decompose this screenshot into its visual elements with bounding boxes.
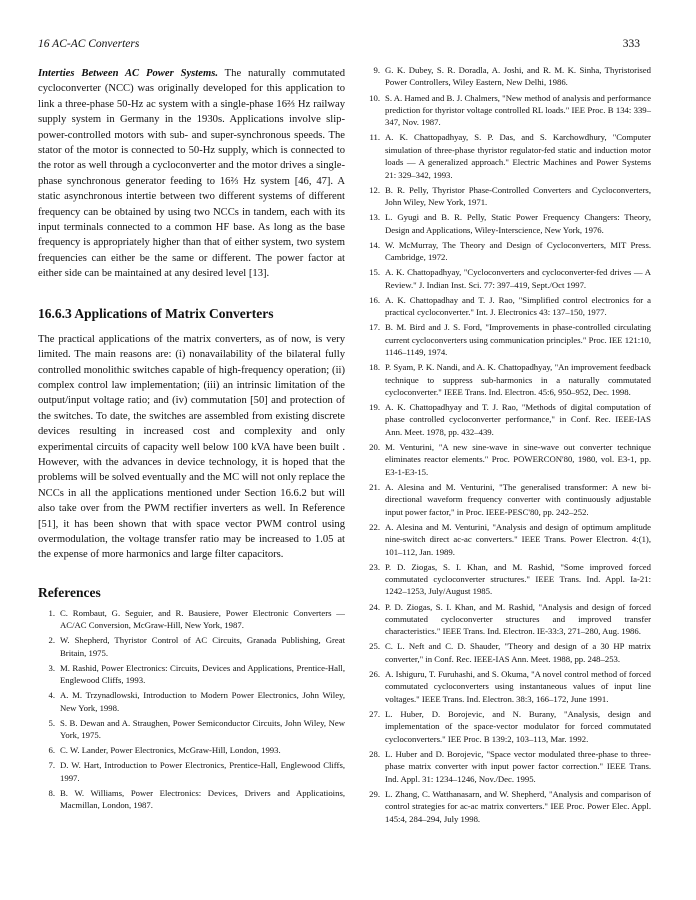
reference-text: A. Ishiguru, T. Furuhashi, and S. Okuma, "A novel control method of forced commutated cycloconverters using instantaneous values of input line voltages." IEEE Trans. Ind. Electron. 38:3, 166–172, June 1991. — [385, 668, 651, 704]
reference-item — [38, 787, 345, 812]
reference-item — [38, 634, 345, 659]
reference-number: 27. — [369, 708, 380, 719]
reference-text: A. K. Chattopadhyay, S. P. Das, and S. Karchowdhury, "Computer simulation of three-phase thyristor regulator-fed static and induction motor loads — A generalized approach." Electric Machines and Power Systems 21: 329–342, 1993. — [385, 132, 651, 180]
reference-item — [363, 401, 651, 438]
reference-item — [363, 211, 651, 236]
reference-item — [38, 759, 345, 784]
reference-text: L. Gyugi and B. R. Pelly, Static Power Frequency Changers: Theory, Design and Applications, Wiley-Interscience, New York, 1976. — [385, 212, 651, 235]
reference-item — [363, 92, 651, 129]
reference-text: W. Shepherd, Thyristor Control of AC Circuits, Granada Publishing, Great Britain, 1975. — [60, 635, 345, 658]
reference-item — [363, 321, 651, 358]
reference-number: 16. — [369, 294, 380, 305]
reference-number: 19. — [369, 402, 380, 413]
reference-text: P. D. Ziogas, S. I. Khan, and M. Rashid, "Analysis and design of forced commutated cycloconverter structures and improved transfer characteristics." IEEE Trans. Ind. Electron. IE-33:3, 271–280, Aug. 1986. — [385, 601, 651, 637]
references-list-right — [363, 64, 651, 825]
reference-text: B. R. Pelly, Thyristor Phase-Controlled Converters and Cycloconverters, John Wiley, New York, 1971. — [385, 184, 651, 208]
reference-item — [38, 662, 345, 687]
reference-item — [363, 266, 651, 291]
reference-item — [363, 640, 651, 665]
reference-number: 11. — [369, 132, 380, 143]
reference-item — [363, 788, 651, 825]
reference-number: 23. — [369, 561, 380, 572]
reference-text: B. M. Bird and J. S. Ford, "Improvements in phase-controlled circulating current cycloconverters using communication principles." Proc. IEE 121:10, 1146–1149, 1974. — [385, 322, 651, 358]
left-column — [38, 66, 345, 814]
reference-number: 21. — [369, 481, 380, 492]
chapter-title: 16 AC-AC Converters — [38, 38, 140, 50]
reference-item — [363, 361, 651, 398]
reference-item — [363, 561, 651, 598]
reference-text: A. K. Chattopadhyay and T. J. Rao, "Methods of digital computation of phase controlled cycloconverter performance," in Conf. Rec. IEEE-IAS Ann. Meet. 1978, pp. 432–439. — [385, 402, 651, 437]
reference-number: 17. — [369, 322, 380, 333]
reference-number: 7. — [48, 760, 55, 771]
reference-text: A. K. Chattopadhyay, "Cycloconverters and cycloconverter-fed drives — A Review." J. Indian Inst. Sci. 77: 397–419, Sept./Oct 1997. — [385, 267, 651, 290]
references-heading: References — [38, 584, 101, 600]
reference-text: C. W. Lander, Power Electronics, McGraw-Hill, London, 1993. — [60, 745, 281, 756]
reference-text: D. W. Hart, Introduction to Power Electronics, Prentice-Hall, Englewood Cliffs, 1997. — [60, 760, 345, 783]
reference-text: S. B. Dewan and A. Straughen, Power Semiconductor Circuits, John Wiley, New York, 1975. — [60, 717, 345, 741]
reference-item — [38, 717, 345, 742]
reference-item — [363, 521, 651, 558]
reference-text: G. K. Dubey, S. R. Doradla, A. Joshi, and R. M. K. Sinha, Thyristorised Power Controllers, Wiley Eastern, New Delhi, 1986. — [385, 65, 651, 88]
section-heading: 16.6.3 Applications of Matrix Converters — [38, 305, 274, 321]
reference-item — [363, 294, 651, 319]
reference-item — [363, 748, 651, 785]
reference-text: S. A. Hamed and B. J. Chalmers, "New method of analysis and performance prediction for thyristor voltage controlled RL loads." IEE Proc. B 134: 339–347, Nov. 1987. — [385, 92, 651, 128]
reference-number: 18. — [369, 362, 380, 373]
reference-item — [363, 64, 651, 89]
reference-number: 8. — [48, 787, 55, 798]
reference-text: A. M. Trzynadlowski, Introduction to Modern Power Electronics, John Wiley, New York, 1998. — [60, 690, 345, 713]
reference-number: 28. — [369, 748, 380, 759]
reference-number: 2. — [48, 635, 55, 646]
reference-item — [363, 668, 651, 705]
reference-item — [38, 689, 345, 714]
reference-number: 24. — [369, 601, 380, 612]
reference-number: 25. — [369, 641, 380, 652]
reference-item — [363, 601, 651, 638]
reference-text: B. W. Williams, Power Electronics: Devices, Drivers and Applicatioins, Macmillan, London, 1987. — [60, 787, 345, 811]
reference-text: A. K. Chattopadhay and T. J. Rao, "Simplified control electronics for a practical cycloconverter." Int. J. Electronics 43: 137–150, 1977. — [385, 294, 651, 318]
reference-item — [363, 184, 651, 209]
reference-item — [38, 607, 345, 632]
reference-text: L. Huber and D. Borojevic, "Space vector modulated three-phase to three-phase matrix converter with input power factor correction." IEEE Trans. Ind. Appl. 31: 1234–1246, Nov./Dec. 1995. — [385, 748, 651, 784]
reference-number: 5. — [48, 717, 55, 728]
matrix-applications-paragraph: The practical applications of the matrix converters, as of now, is very limited. The main reasons are: (i) nonavailability of the bilateral fully controlled monolithic switches capable of high-frequency operation; (ii) complex control law implementation; (iii) an intrinsic limitation of the output/input voltage ratio; and (iv) commutation [50] and protection of the switches. To date, the switches are assembled from existing discrete devices resulting in increased cost and complexity and only experimental circuits of capacity well below 100 kVA have been built . However, with the advances in device technology, it is hoped that the problems will be solved eventually and the MC will not only replace the NCCs in all the applications mentioned under Section 16.6.2 but will also take over from the PWM rectifier inverters as well. In Reference [51], it has been shown that with space vector PWM control using overmodulation, the voltage transfer ratio may be increased to 1.05 at the expense of more harmonics and large filter capacitors. — [38, 333, 345, 561]
reference-text: A. Alesina and M. Venturini, "Analysis and design of optimum amplitude nine-switch direct ac-ac converters." IEEE Trans. Power Electron. 4:(1), 101–112, Jan. 1989. — [385, 521, 651, 557]
reference-item — [38, 744, 345, 756]
reference-text: M. Venturini, "A new sine-wave in sine-wave out converter technique eliminates reactor elements." Proc. POWERCON'80, 1980, vol. E3-1, pp. E3-1-E3-15. — [385, 441, 651, 477]
reference-text: P. D. Ziogas, S. I. Khan, and M. Rashid, "Some improved forced commutated cycloconverter structures." IEEE Trans. Ind. Appl. Ia-21: 1242–1253, July/August 1985. — [385, 561, 651, 597]
intertie-paragraph — [38, 66, 345, 282]
intertie-lead: Interties Between AC Power Systems. — [38, 68, 218, 79]
reference-number: 22. — [369, 521, 380, 532]
reference-number: 10. — [369, 92, 380, 103]
reference-number: 12. — [369, 184, 380, 195]
reference-text: L. Huber, D. Borojevic, and N. Burany, "Analysis, design and implementation of the space-vector modulator for forced commutated cycloconverters." IEE Proc. B 139:2, 103–113, Mar. 1992. — [385, 708, 651, 744]
reference-text: C. Rombaut, G. Seguier, and R. Bausiere, Power Electronic Converters — AC/AC Conversion, McGraw-Hill, New York, 1987. — [60, 607, 345, 631]
reference-number: 14. — [369, 239, 380, 250]
reference-text: P. Syam, P. K. Nandi, and A. K. Chattopadhyay, "An improvement feedback technique to suppress sub-harmonics in a naturally commutated cycloconverter." IEEE Trans. Ind. Electron. 45:6, 950–952, Dec. 1998. — [385, 362, 651, 397]
reference-item — [363, 131, 651, 181]
reference-number: 15. — [369, 267, 380, 278]
reference-text: W. McMurray, The Theory and Design of Cycloconverters, MIT Press. Cambridge, 1972. — [385, 239, 651, 263]
intertie-text: The naturally commutated cycloconverter (NCC) was originally developed for this application to link a three-phase 50-Hz ac system with a single-phase 16⅔ Hz railway supply system in Germany in the 1930s. Applications involve slip-power-controlled motors with sub- and super-synchronous speeds. The stator of the motor is connected to 50-Hz supply, which is connected to the rotor as well through a cycloconverter and the motor drives a single-phase synchronous generator feeding to 16⅔ Hz system [46, 47]. A static asynchronous intertie between two different systems of different frequency can be obtained by using two NCCs in tandem, each with its input terminals connected to a common HF base. As long as the base frequency is appropriately higher than that of either system, two system frequencies can either be the same or different. The power factor at either side can be maintained at any desired level [13]. — [38, 68, 345, 280]
reference-item — [363, 239, 651, 264]
right-column — [363, 64, 651, 828]
reference-number: 1. — [48, 607, 55, 618]
reference-number: 26. — [369, 668, 380, 679]
reference-text: L. Zhang, C. Watthanasarn, and W. Shepherd, "Analysis and comparison of control strategies for ac-ac matrix converters." IEE Proc. Power Elec. Appl. 145:4, 284–294, July 1998. — [385, 788, 651, 824]
reference-number: 6. — [48, 745, 55, 756]
reference-number: 13. — [369, 212, 380, 223]
reference-number: 9. — [373, 65, 380, 75]
references-list-left — [38, 607, 345, 812]
reference-text: M. Rashid, Power Electronics: Circuits, Devices and Applications, Prentice-Hall, Englewood Cliffs, 1993. — [60, 662, 345, 686]
reference-number: 3. — [48, 662, 55, 673]
reference-item — [363, 441, 651, 478]
running-header — [38, 38, 640, 54]
reference-item — [363, 708, 651, 745]
reference-number: 4. — [48, 690, 55, 701]
reference-text: C. L. Neft and C. D. Shauder, "Theory and design of a 30 HP matrix converter," in Conf. Rec. IEEE-IAS Ann. Meet. 1988, pp. 248–253. — [385, 641, 651, 664]
reference-number: 20. — [369, 441, 380, 452]
reference-item — [363, 481, 651, 518]
reference-number: 29. — [369, 788, 380, 799]
page-number: 333 — [622, 38, 640, 50]
reference-text: A. Alesina and M. Venturini, "The generalised transformer: A new bi-directional waveform frequency converter with continuously adjustable input power factor," in Proc. IEEE-PESC'80, pp. 242–252. — [385, 481, 651, 517]
